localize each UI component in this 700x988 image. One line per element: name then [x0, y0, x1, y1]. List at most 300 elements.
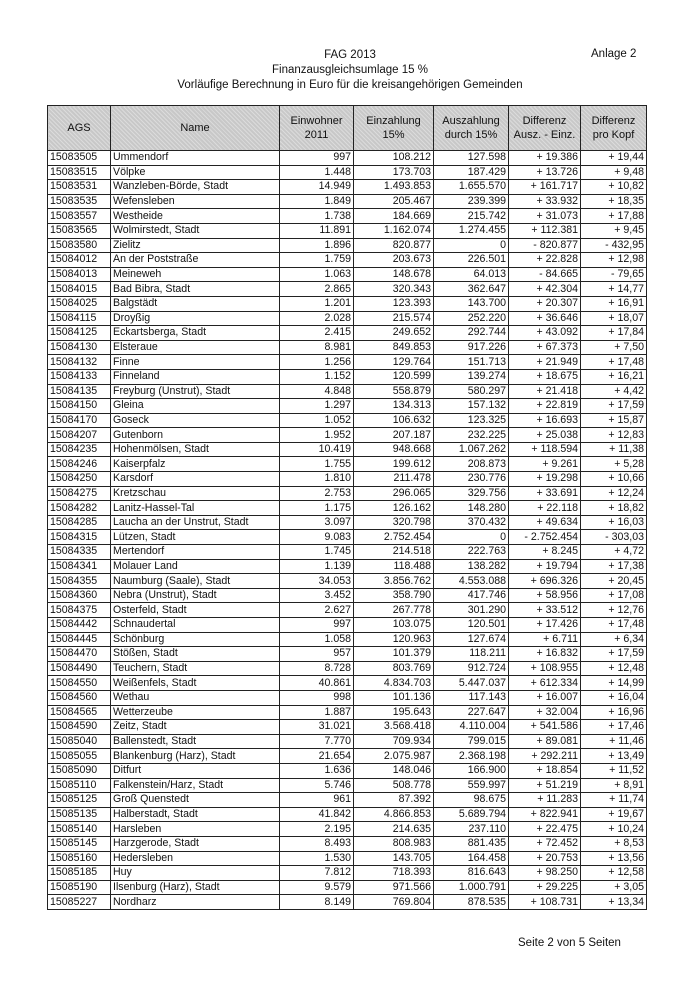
ags-cell: 15084335 [48, 545, 111, 560]
einzahlung-cell: 1.493.853 [354, 180, 434, 195]
ags-cell: 15084015 [48, 282, 111, 297]
pro-kopf-cell: + 12,58 [581, 866, 647, 881]
einwohner-cell: 4.848 [280, 384, 354, 399]
table-row [48, 851, 647, 866]
differenz-cell: + 21.949 [509, 355, 581, 370]
table-row [48, 690, 647, 705]
einwohner-cell: 10.419 [280, 442, 354, 457]
auszahlung-cell: 559.997 [434, 778, 509, 793]
auszahlung-cell: 878.535 [434, 895, 509, 910]
differenz-cell: + 36.646 [509, 311, 581, 326]
table-row [48, 836, 647, 851]
differenz-cell: + 9.261 [509, 457, 581, 472]
auszahlung-cell: 1.067.262 [434, 442, 509, 457]
einzahlung-cell: 215.574 [354, 311, 434, 326]
pro-kopf-cell: + 12,83 [581, 428, 647, 443]
name-cell: Harzgerode, Stadt [111, 836, 280, 851]
ags-cell: 15084375 [48, 603, 111, 618]
differenz-cell: + 16.832 [509, 647, 581, 662]
pro-kopf-cell: + 15,87 [581, 413, 647, 428]
auszahlung-cell: 917.226 [434, 340, 509, 355]
ags-cell: 15083515 [48, 165, 111, 180]
pro-kopf-cell: + 14,99 [581, 676, 647, 691]
pro-kopf-cell: + 18,07 [581, 311, 647, 326]
einzahlung-cell: 296.065 [354, 486, 434, 501]
einzahlung-cell: 101.136 [354, 690, 434, 705]
einzahlung-cell: 184.669 [354, 209, 434, 224]
auszahlung-cell: 5.689.794 [434, 807, 509, 822]
auszahlung-cell: 2.368.198 [434, 749, 509, 764]
ags-cell: 15085185 [48, 866, 111, 881]
name-cell: Bad Bibra, Stadt [111, 282, 280, 297]
auszahlung-cell: 1.655.570 [434, 180, 509, 195]
einzahlung-cell: 3.856.762 [354, 574, 434, 589]
differenz-cell: + 6.711 [509, 632, 581, 647]
name-cell: Lanitz-Hassel-Tal [111, 501, 280, 516]
table-row [48, 530, 647, 545]
pro-kopf-cell: + 17,88 [581, 209, 647, 224]
pro-kopf-cell: + 9,45 [581, 223, 647, 238]
einzahlung-cell: 803.769 [354, 661, 434, 676]
einwohner-cell: 1.759 [280, 253, 354, 268]
table-row [48, 486, 647, 501]
auszahlung-cell: 370.432 [434, 515, 509, 530]
differenz-cell: + 33.512 [509, 603, 581, 618]
differenz-cell: + 51.219 [509, 778, 581, 793]
differenz-cell: + 33.932 [509, 194, 581, 209]
name-cell: Schönburg [111, 632, 280, 647]
pro-kopf-cell: + 10,82 [581, 180, 647, 195]
name-cell: Gutenborn [111, 428, 280, 443]
table-row [48, 253, 647, 268]
pro-kopf-cell: + 6,34 [581, 632, 647, 647]
header-auszahlung: Auszahlung durch 15% [434, 106, 509, 151]
name-cell: Kretzschau [111, 486, 280, 501]
auszahlung-cell: 64.013 [434, 267, 509, 282]
differenz-cell: + 16.693 [509, 413, 581, 428]
auszahlung-cell: 166.900 [434, 763, 509, 778]
table-row [48, 588, 647, 603]
name-cell: Karsdorf [111, 472, 280, 487]
table-row [48, 399, 647, 414]
pro-kopf-cell: + 4,72 [581, 545, 647, 560]
einzahlung-cell: 709.934 [354, 734, 434, 749]
ags-cell: 15084565 [48, 705, 111, 720]
differenz-cell: + 696.326 [509, 574, 581, 589]
ags-cell: 15085160 [48, 851, 111, 866]
pro-kopf-cell: + 10,66 [581, 472, 647, 487]
einzahlung-cell: 108.212 [354, 151, 434, 166]
einzahlung-cell: 214.635 [354, 822, 434, 837]
pro-kopf-cell: + 17,48 [581, 355, 647, 370]
name-cell: Zielitz [111, 238, 280, 253]
differenz-cell: + 20.753 [509, 851, 581, 866]
einzahlung-cell: 129.764 [354, 355, 434, 370]
einzahlung-cell: 2.075.987 [354, 749, 434, 764]
einwohner-cell: 1.297 [280, 399, 354, 414]
differenz-cell: + 42.304 [509, 282, 581, 297]
differenz-cell: + 43.092 [509, 326, 581, 341]
table-row [48, 545, 647, 560]
name-cell: Ilsenburg (Harz), Stadt [111, 880, 280, 895]
ags-cell: 15084360 [48, 588, 111, 603]
einwohner-cell: 40.861 [280, 676, 354, 691]
auszahlung-cell: 215.742 [434, 209, 509, 224]
name-cell: Laucha an der Unstrut, Stadt [111, 515, 280, 530]
einzahlung-cell: 4.834.703 [354, 676, 434, 691]
name-cell: Meineweh [111, 267, 280, 282]
table-row [48, 369, 647, 384]
differenz-cell: + 13.726 [509, 165, 581, 180]
ags-cell: 15084013 [48, 267, 111, 282]
pro-kopf-cell: + 17,08 [581, 588, 647, 603]
table-row [48, 413, 647, 428]
differenz-cell: + 8.245 [509, 545, 581, 560]
table-row [48, 866, 647, 881]
differenz-cell: + 108.731 [509, 895, 581, 910]
einwohner-cell: 8.149 [280, 895, 354, 910]
ags-cell: 15084025 [48, 296, 111, 311]
name-cell: Finne [111, 355, 280, 370]
einwohner-cell: 1.755 [280, 457, 354, 472]
differenz-cell: + 112.381 [509, 223, 581, 238]
pro-kopf-cell: + 9,48 [581, 165, 647, 180]
name-cell: Molauer Land [111, 559, 280, 574]
ags-cell: 15084170 [48, 413, 111, 428]
einwohner-cell: 1.952 [280, 428, 354, 443]
table-row [48, 472, 647, 487]
pro-kopf-cell: + 13,56 [581, 851, 647, 866]
name-cell: Freyburg (Unstrut), Stadt [111, 384, 280, 399]
einwohner-cell: 5.746 [280, 778, 354, 793]
header-name: Name [111, 106, 280, 151]
pro-kopf-cell: + 16,96 [581, 705, 647, 720]
differenz-cell: + 108.955 [509, 661, 581, 676]
auszahlung-cell: 157.132 [434, 399, 509, 414]
auszahlung-cell: 226.501 [434, 253, 509, 268]
differenz-cell: + 72.452 [509, 836, 581, 851]
table-row [48, 209, 647, 224]
pro-kopf-cell: + 12,76 [581, 603, 647, 618]
auszahlung-cell: 301.290 [434, 603, 509, 618]
auszahlung-cell: 912.724 [434, 661, 509, 676]
einzahlung-cell: 195.643 [354, 705, 434, 720]
auszahlung-cell: 120.501 [434, 618, 509, 633]
differenz-cell: + 49.634 [509, 515, 581, 530]
einwohner-cell: 2.753 [280, 486, 354, 501]
anlage-label: Anlage 2 [591, 48, 637, 60]
einzahlung-cell: 134.313 [354, 399, 434, 414]
header-differenz-pro-kopf: Differenz pro Kopf [581, 106, 647, 151]
pro-kopf-cell: + 16,04 [581, 690, 647, 705]
einzahlung-cell: 126.162 [354, 501, 434, 516]
table-row [48, 340, 647, 355]
auszahlung-cell: 4.553.088 [434, 574, 509, 589]
einwohner-cell: 9.579 [280, 880, 354, 895]
name-cell: Elsteraue [111, 340, 280, 355]
einzahlung-cell: 849.853 [354, 340, 434, 355]
ags-cell: 15084133 [48, 369, 111, 384]
einzahlung-cell: 101.379 [354, 647, 434, 662]
einzahlung-cell: 199.612 [354, 457, 434, 472]
einwohner-cell: 31.021 [280, 720, 354, 735]
differenz-cell: + 29.225 [509, 880, 581, 895]
einzahlung-cell: 103.075 [354, 618, 434, 633]
table-row [48, 428, 647, 443]
auszahlung-cell: 151.713 [434, 355, 509, 370]
ags-cell: 15085135 [48, 807, 111, 822]
einzahlung-cell: 4.866.853 [354, 807, 434, 822]
ags-cell: 15084125 [48, 326, 111, 341]
differenz-cell: + 89.081 [509, 734, 581, 749]
name-cell: Falkenstein/Harz, Stadt [111, 778, 280, 793]
auszahlung-cell: 799.015 [434, 734, 509, 749]
differenz-cell: + 22.118 [509, 501, 581, 516]
auszahlung-cell: 417.746 [434, 588, 509, 603]
ags-cell: 15085140 [48, 822, 111, 837]
table-row [48, 749, 647, 764]
name-cell: Weißenfels, Stadt [111, 676, 280, 691]
einzahlung-cell: 808.983 [354, 836, 434, 851]
auszahlung-cell: 230.776 [434, 472, 509, 487]
pro-kopf-cell: - 303,03 [581, 530, 647, 545]
einwohner-cell: 1.636 [280, 763, 354, 778]
name-cell: Hedersleben [111, 851, 280, 866]
einwohner-cell: 2.865 [280, 282, 354, 297]
name-cell: Ballenstedt, Stadt [111, 734, 280, 749]
ags-cell: 15084590 [48, 720, 111, 735]
auszahlung-cell: 143.700 [434, 296, 509, 311]
name-cell: Ditfurt [111, 763, 280, 778]
name-cell: Wetterzeube [111, 705, 280, 720]
einwohner-cell: 1.887 [280, 705, 354, 720]
name-cell: Wolmirstedt, Stadt [111, 223, 280, 238]
ags-cell: 15085125 [48, 793, 111, 808]
differenz-cell: + 19.794 [509, 559, 581, 574]
einwohner-cell: 8.493 [280, 836, 354, 851]
table-row [48, 632, 647, 647]
name-cell: Ummendorf [111, 151, 280, 166]
table-row [48, 778, 647, 793]
auszahlung-cell: 237.110 [434, 822, 509, 837]
name-cell: Gleina [111, 399, 280, 414]
einwohner-cell: 9.083 [280, 530, 354, 545]
einzahlung-cell: 123.393 [354, 296, 434, 311]
einwohner-cell: 2.627 [280, 603, 354, 618]
ags-cell: 15083565 [48, 223, 111, 238]
einzahlung-cell: 207.187 [354, 428, 434, 443]
pro-kopf-cell: + 18,82 [581, 501, 647, 516]
ags-cell: 15084115 [48, 311, 111, 326]
table-row [48, 720, 647, 735]
ags-cell: 15084490 [48, 661, 111, 676]
einzahlung-cell: 205.467 [354, 194, 434, 209]
ags-cell: 15083505 [48, 151, 111, 166]
einwohner-cell: 1.052 [280, 413, 354, 428]
auszahlung-cell: 816.643 [434, 866, 509, 881]
einzahlung-cell: 211.478 [354, 472, 434, 487]
pro-kopf-cell: + 20,45 [581, 574, 647, 589]
ags-cell: 15084355 [48, 574, 111, 589]
pro-kopf-cell: + 17,46 [581, 720, 647, 735]
name-cell: Kaiserpfalz [111, 457, 280, 472]
pro-kopf-cell: + 17,59 [581, 647, 647, 662]
ags-cell: 15084560 [48, 690, 111, 705]
einzahlung-cell: 267.778 [354, 603, 434, 618]
einwohner-cell: 7.812 [280, 866, 354, 881]
auszahlung-cell: 1.000.791 [434, 880, 509, 895]
table-row [48, 223, 647, 238]
name-cell: Osterfeld, Stadt [111, 603, 280, 618]
page-footer: Seite 2 von 5 Seiten [518, 937, 621, 949]
name-cell: Goseck [111, 413, 280, 428]
pro-kopf-cell: + 3,05 [581, 880, 647, 895]
table-row [48, 501, 647, 516]
name-cell: Halberstadt, Stadt [111, 807, 280, 822]
differenz-cell: - 820.877 [509, 238, 581, 253]
name-cell: Naumburg (Saale), Stadt [111, 574, 280, 589]
auszahlung-cell: 127.674 [434, 632, 509, 647]
einzahlung-cell: 118.488 [354, 559, 434, 574]
ags-cell: 15084470 [48, 647, 111, 662]
name-cell: Balgstädt [111, 296, 280, 311]
table-row [48, 442, 647, 457]
einwohner-cell: 961 [280, 793, 354, 808]
ags-cell: 15084445 [48, 632, 111, 647]
pro-kopf-cell: - 432,95 [581, 238, 647, 253]
pro-kopf-cell: + 11,46 [581, 734, 647, 749]
name-cell: Völpke [111, 165, 280, 180]
pro-kopf-cell: + 4,42 [581, 384, 647, 399]
ags-cell: 15084315 [48, 530, 111, 545]
table-row [48, 267, 647, 282]
einwohner-cell: 1.896 [280, 238, 354, 253]
differenz-cell: + 118.594 [509, 442, 581, 457]
name-cell: Wanzleben-Börde, Stadt [111, 180, 280, 195]
pro-kopf-cell: + 11,74 [581, 793, 647, 808]
pro-kopf-cell: + 13,49 [581, 749, 647, 764]
differenz-cell: + 18.675 [509, 369, 581, 384]
differenz-cell: + 98.250 [509, 866, 581, 881]
einzahlung-cell: 508.778 [354, 778, 434, 793]
auszahlung-cell: 4.110.004 [434, 720, 509, 735]
name-cell: Stößen, Stadt [111, 647, 280, 662]
ags-cell: 15084285 [48, 515, 111, 530]
einwohner-cell: 1.139 [280, 559, 354, 574]
einwohner-cell: 34.053 [280, 574, 354, 589]
pro-kopf-cell: + 14,77 [581, 282, 647, 297]
einzahlung-cell: 948.668 [354, 442, 434, 457]
auszahlung-cell: 580.297 [434, 384, 509, 399]
ags-cell: 15084235 [48, 442, 111, 457]
einwohner-cell: 11.891 [280, 223, 354, 238]
pro-kopf-cell: + 11,52 [581, 763, 647, 778]
table-row [48, 895, 647, 910]
auszahlung-cell: 0 [434, 238, 509, 253]
table-row [48, 880, 647, 895]
einwohner-cell: 2.028 [280, 311, 354, 326]
auszahlung-cell: 232.225 [434, 428, 509, 443]
einzahlung-cell: 320.798 [354, 515, 434, 530]
pro-kopf-cell: + 17,38 [581, 559, 647, 574]
table-row [48, 574, 647, 589]
differenz-cell: + 612.334 [509, 676, 581, 691]
einwohner-cell: 3.452 [280, 588, 354, 603]
auszahlung-cell: 1.274.455 [434, 223, 509, 238]
pro-kopf-cell: + 17,48 [581, 618, 647, 633]
pro-kopf-cell: + 16,03 [581, 515, 647, 530]
einzahlung-cell: 106.632 [354, 413, 434, 428]
name-cell: Harsleben [111, 822, 280, 837]
name-cell: Huy [111, 866, 280, 881]
name-cell: Hohenmölsen, Stadt [111, 442, 280, 457]
pro-kopf-cell: + 13,34 [581, 895, 647, 910]
ags-cell: 15083531 [48, 180, 111, 195]
ags-cell: 15084275 [48, 486, 111, 501]
name-cell: Wefensleben [111, 194, 280, 209]
name-cell: An der Poststraße [111, 253, 280, 268]
einzahlung-cell: 3.568.418 [354, 720, 434, 735]
ags-cell: 15084550 [48, 676, 111, 691]
einwohner-cell: 7.770 [280, 734, 354, 749]
differenz-cell: + 58.956 [509, 588, 581, 603]
table-header-row [48, 106, 647, 151]
einwohner-cell: 1.063 [280, 267, 354, 282]
table-row [48, 151, 647, 166]
name-cell: Nebra (Unstrut), Stadt [111, 588, 280, 603]
differenz-cell: + 17.426 [509, 618, 581, 633]
auszahlung-cell: 98.675 [434, 793, 509, 808]
table-row [48, 763, 647, 778]
pro-kopf-cell: + 18,35 [581, 194, 647, 209]
auszahlung-cell: 118.211 [434, 647, 509, 662]
pro-kopf-cell: + 8,91 [581, 778, 647, 793]
pro-kopf-cell: + 17,59 [581, 399, 647, 414]
auszahlung-cell: 127.598 [434, 151, 509, 166]
table-row [48, 384, 647, 399]
table-row [48, 165, 647, 180]
einwohner-cell: 1.810 [280, 472, 354, 487]
einwohner-cell: 3.097 [280, 515, 354, 530]
einwohner-cell: 957 [280, 647, 354, 662]
einzahlung-cell: 971.566 [354, 880, 434, 895]
einwohner-cell: 8.981 [280, 340, 354, 355]
einwohner-cell: 2.195 [280, 822, 354, 837]
differenz-cell: + 22.828 [509, 253, 581, 268]
ags-cell: 15085110 [48, 778, 111, 793]
ags-cell: 15084207 [48, 428, 111, 443]
fag-table [47, 105, 647, 910]
auszahlung-cell: 239.399 [434, 194, 509, 209]
pro-kopf-cell: + 19,44 [581, 151, 647, 166]
name-cell: Teuchern, Stadt [111, 661, 280, 676]
differenz-cell: + 19.298 [509, 472, 581, 487]
name-cell: Finneland [111, 369, 280, 384]
einzahlung-cell: 769.804 [354, 895, 434, 910]
pro-kopf-cell: + 8,53 [581, 836, 647, 851]
pro-kopf-cell: + 12,48 [581, 661, 647, 676]
differenz-cell: + 31.073 [509, 209, 581, 224]
einzahlung-cell: 558.879 [354, 384, 434, 399]
differenz-cell: + 22.819 [509, 399, 581, 414]
auszahlung-cell: 138.282 [434, 559, 509, 574]
header-einwohner: Einwohner 2011 [280, 106, 354, 151]
einzahlung-cell: 173.703 [354, 165, 434, 180]
einzahlung-cell: 148.678 [354, 267, 434, 282]
table-row [48, 238, 647, 253]
ags-cell: 15085090 [48, 763, 111, 778]
name-cell: Lützen, Stadt [111, 530, 280, 545]
